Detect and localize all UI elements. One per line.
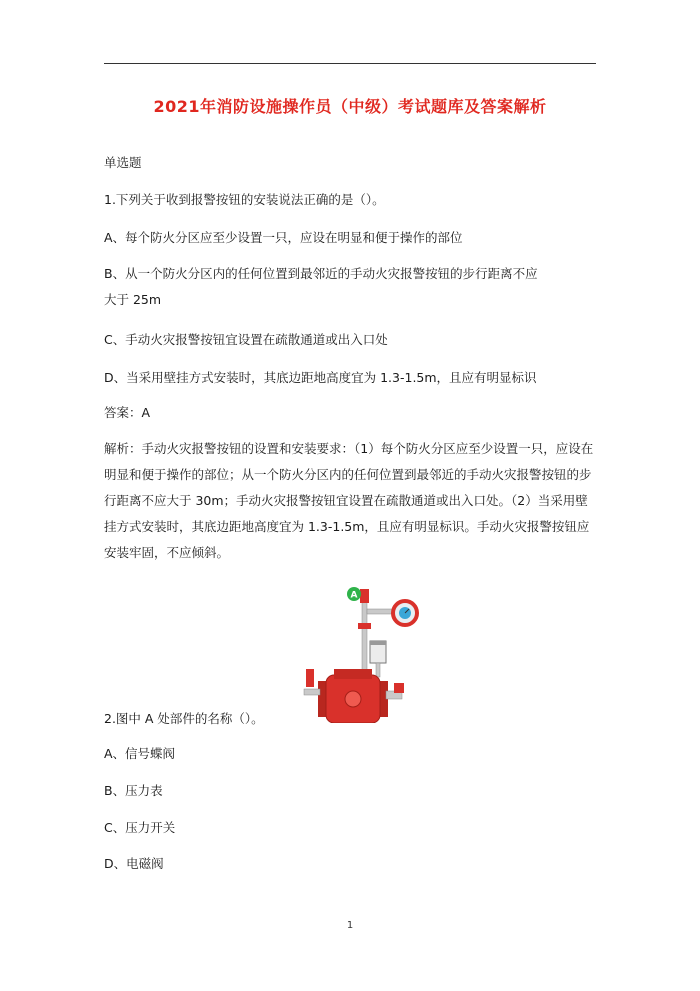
q1-stem: 1.下列关于收到报警按钮的安装说法正确的是（）。 — [104, 192, 385, 207]
page-number: 1 — [346, 920, 354, 931]
q1-option-b-line2: 大于 25m — [104, 292, 162, 307]
q2-stem: 2.图中 A 处部件的名称（）。 — [104, 711, 264, 726]
q1-option-c: C、手动火灾报警按钮宜设置在疏散通道或出入口处 — [104, 332, 388, 347]
section-heading: 单选题 — [104, 155, 142, 170]
q2-option-a: A、信号蝶阀 — [104, 746, 176, 761]
q2-option-b: B、压力表 — [104, 783, 163, 798]
q1-analysis: 解析：手动火灾报警按钮的设置和安装要求：（1）每个防火分区应至少设置一只，应设在明显和便于操作的部位；从一个防火分区内的任何位置到最邻近的手动火灾报警按钮的步行距离不应大于 30m；手动火灾报警按钮宜设置在疏散通道或出入口处。（2）当采用壁挂方式安装时，其底边距地高度宜为 1.3-1.5m，且应有明显标识。手动火灾报警按钮应安装牢固，不应倾斜。 — [104, 441, 594, 560]
alarm-valve-figure — [290, 583, 430, 723]
document-title: 2021年消防设施操作员（中级）考试题库及答案解析 — [153, 97, 547, 116]
header-rule — [104, 63, 596, 64]
q1-answer: 答案：A — [104, 405, 151, 420]
q1-option-b-line1: B、从一个防火分区内的任何位置到最邻近的手动火灾报警按钮的步行距离不应 — [104, 266, 538, 281]
q2-option-c: C、压力开关 — [104, 820, 176, 835]
q1-option-d: D、当采用壁挂方式安装时，其底边距地高度宜为 1.3-1.5m，且应有明显标识 — [104, 370, 537, 385]
q1-option-a: A、每个防火分区应至少设置一只，应设在明显和便于操作的部位 — [104, 230, 463, 245]
svg-text:A: A — [350, 590, 358, 601]
wet-alarm-valve-icon — [290, 583, 430, 723]
q2-option-d: D、电磁阀 — [104, 856, 164, 871]
